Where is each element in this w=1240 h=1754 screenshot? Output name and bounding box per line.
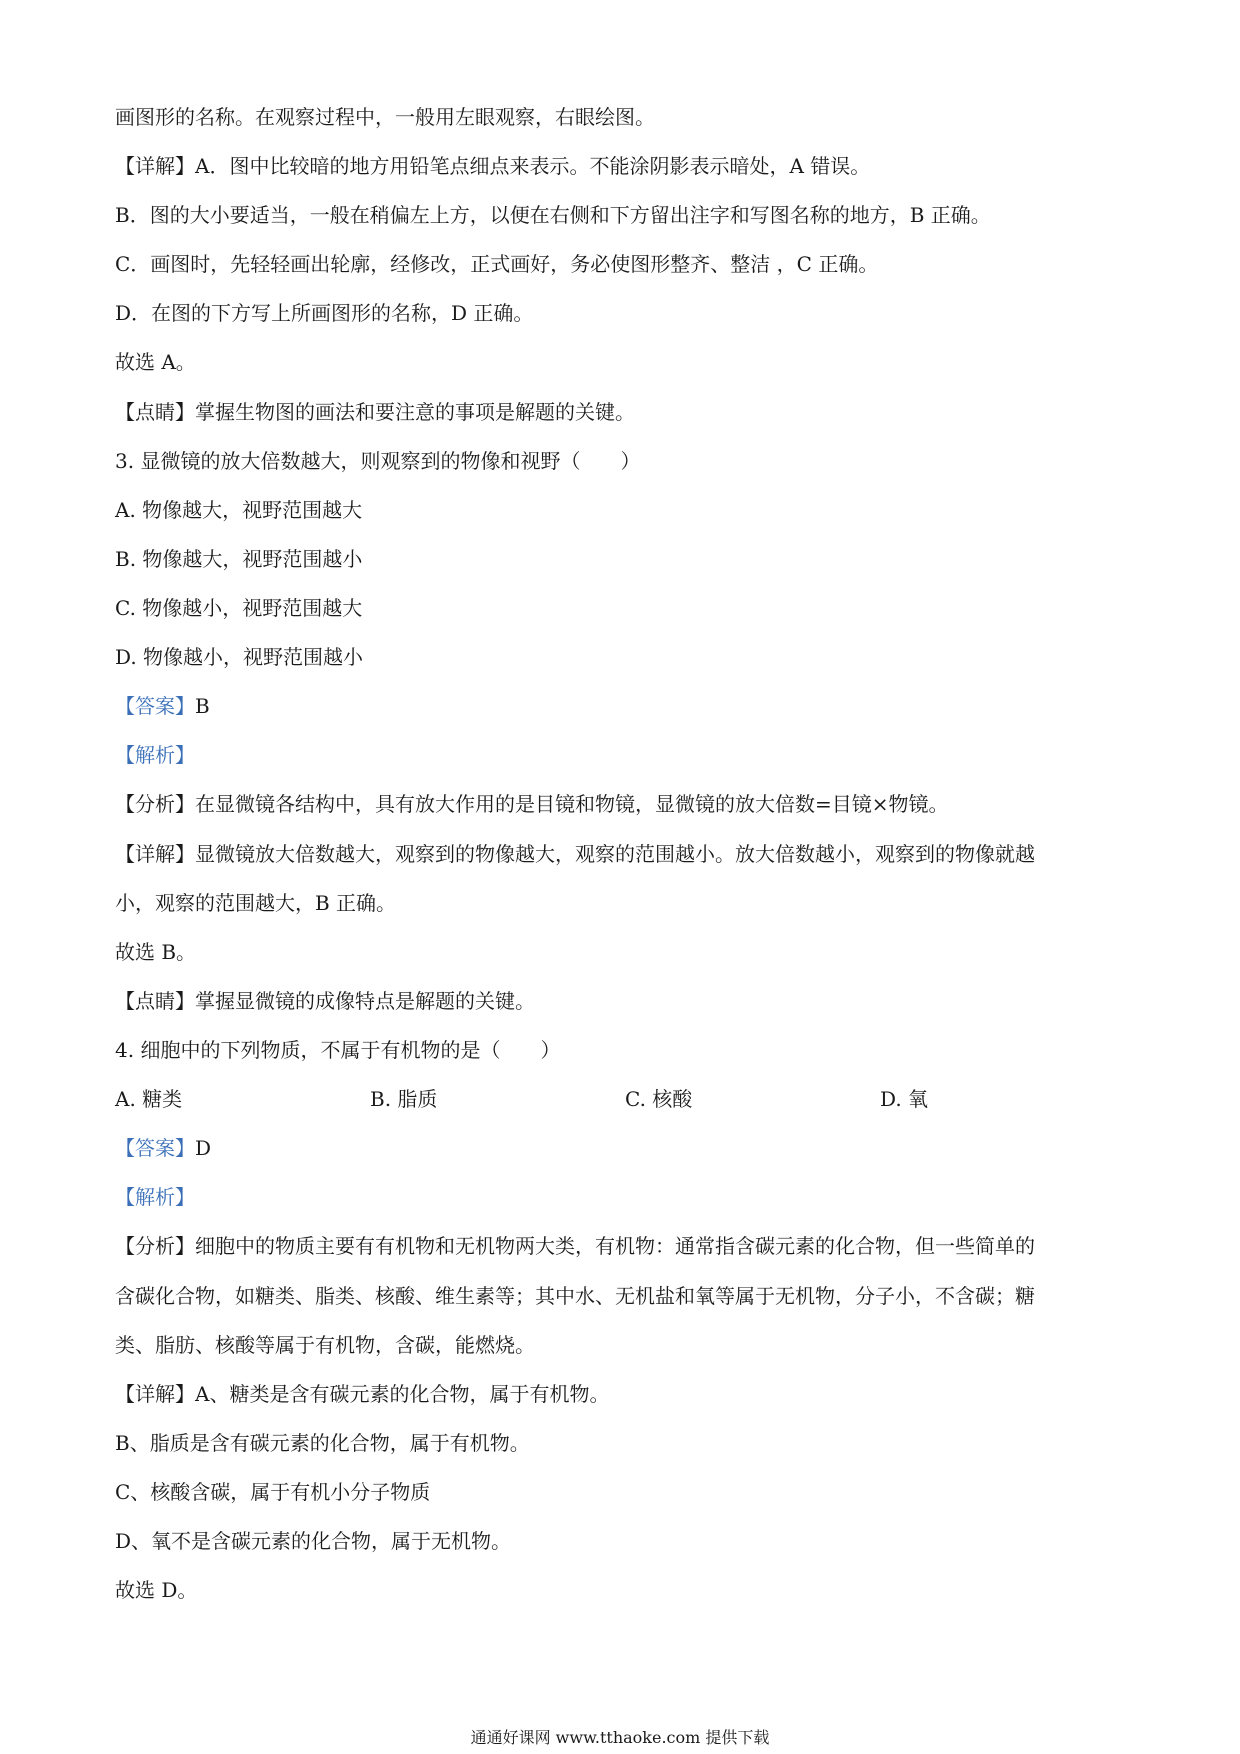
q4-option-c: C. 核酸 — [625, 1087, 693, 1111]
q4-detail-c: C、核酸含碳，属于有机小分子物质 — [115, 1480, 431, 1504]
q4-stem: 4. 细胞中的下列物质，不属于有机物的是（ ） — [115, 1038, 561, 1062]
answer-tag: 【答案】 — [115, 1136, 195, 1160]
q3-choose: 故选 B。 — [115, 940, 197, 964]
q3-detail-line-2: 小，观察的范围越大，B 正确。 — [115, 891, 397, 915]
q3-option-d: D. 物像越小，视野范围越小 — [115, 645, 364, 669]
q4-detail-a: 【详解】A、糖类是含有碳元素的化合物，属于有机物。 — [115, 1382, 610, 1406]
q3-analysis-tag: 【解析】 — [115, 743, 195, 767]
q4-option-a: A. 糖类 — [115, 1087, 183, 1111]
answer-value: D — [195, 1136, 212, 1160]
q2-detail-a: 【详解】A．图中比较暗的地方用铅笔点细点来表示。不能涂阴影表示暗处，A 错误。 — [115, 154, 871, 178]
q2-detail-d: D．在图的下方写上所画图形的名称，D 正确。 — [115, 301, 534, 325]
q3-tip: 【点睛】掌握显微镜的成像特点是解题的关键。 — [115, 989, 535, 1013]
q4-detail-b: B、脂质是含有碳元素的化合物，属于有机物。 — [115, 1431, 530, 1455]
q3-answer — [115, 692, 210, 720]
q4-option-d: D. 氧 — [880, 1087, 929, 1111]
q4-analysis-line-1: 【分析】细胞中的物质主要有有机物和无机物两大类，有机物：通常指含碳元素的化合物，但一些简单的 — [115, 1234, 1035, 1258]
q3-stem: 3. 显微镜的放大倍数越大，则观察到的物像和视野（ ） — [115, 449, 641, 473]
q3-option-c: C. 物像越小，视野范围越大 — [115, 596, 363, 620]
q4-detail-d: D、氧不是含碳元素的化合物，属于无机物。 — [115, 1529, 512, 1553]
q3-detail-line-1: 【详解】显微镜放大倍数越大，观察到的物像越大，观察的范围越小。放大倍数越小，观察到的物像就越 — [115, 842, 1035, 866]
q4-choose: 故选 D。 — [115, 1578, 198, 1602]
q4-analysis-line-3: 类、脂肪、核酸等属于有机物，含碳，能燃烧。 — [115, 1333, 535, 1357]
q4-analysis-tag: 【解析】 — [115, 1185, 195, 1209]
q3-option-a: A. 物像越大，视野范围越大 — [115, 498, 363, 522]
footer-credit: 通通好课网 www.tthaoke.com 提供下载 — [470, 1728, 770, 1747]
q3-option-b: B. 物像越大，视野范围越小 — [115, 547, 363, 571]
q4-analysis-line-2: 含碳化合物，如糖类、脂类、核酸、维生素等；其中水、无机盐和氧等属于无机物，分子小，不含碳；糖 — [115, 1284, 1035, 1308]
q3-analysis: 【分析】在显微镜各结构中，具有放大作用的是目镜和物镜，显微镜的放大倍数=目镜×物镜。 — [115, 792, 949, 816]
q2-tip: 【点睛】掌握生物图的画法和要注意的事项是解题的关键。 — [115, 400, 635, 424]
q4-option-b: B. 脂质 — [370, 1087, 438, 1111]
q2-choose: 故选 A。 — [115, 350, 196, 374]
answer-tag: 【答案】 — [115, 694, 195, 718]
q2-detail-c: C．画图时，先轻轻画出轮廓，经修改，正式画好，务必使图形整齐、整洁 ，C 正确。 — [115, 252, 879, 276]
q2-detail-b: B．图的大小要适当，一般在稍偏左上方，以便在右侧和下方留出注字和写图名称的地方，B 正确。 — [115, 203, 991, 227]
q2-intro-line: 画图形的名称。在观察过程中，一般用左眼观察，右眼绘图。 — [115, 105, 655, 129]
answer-value: B — [195, 694, 210, 718]
q4-answer — [115, 1134, 211, 1162]
